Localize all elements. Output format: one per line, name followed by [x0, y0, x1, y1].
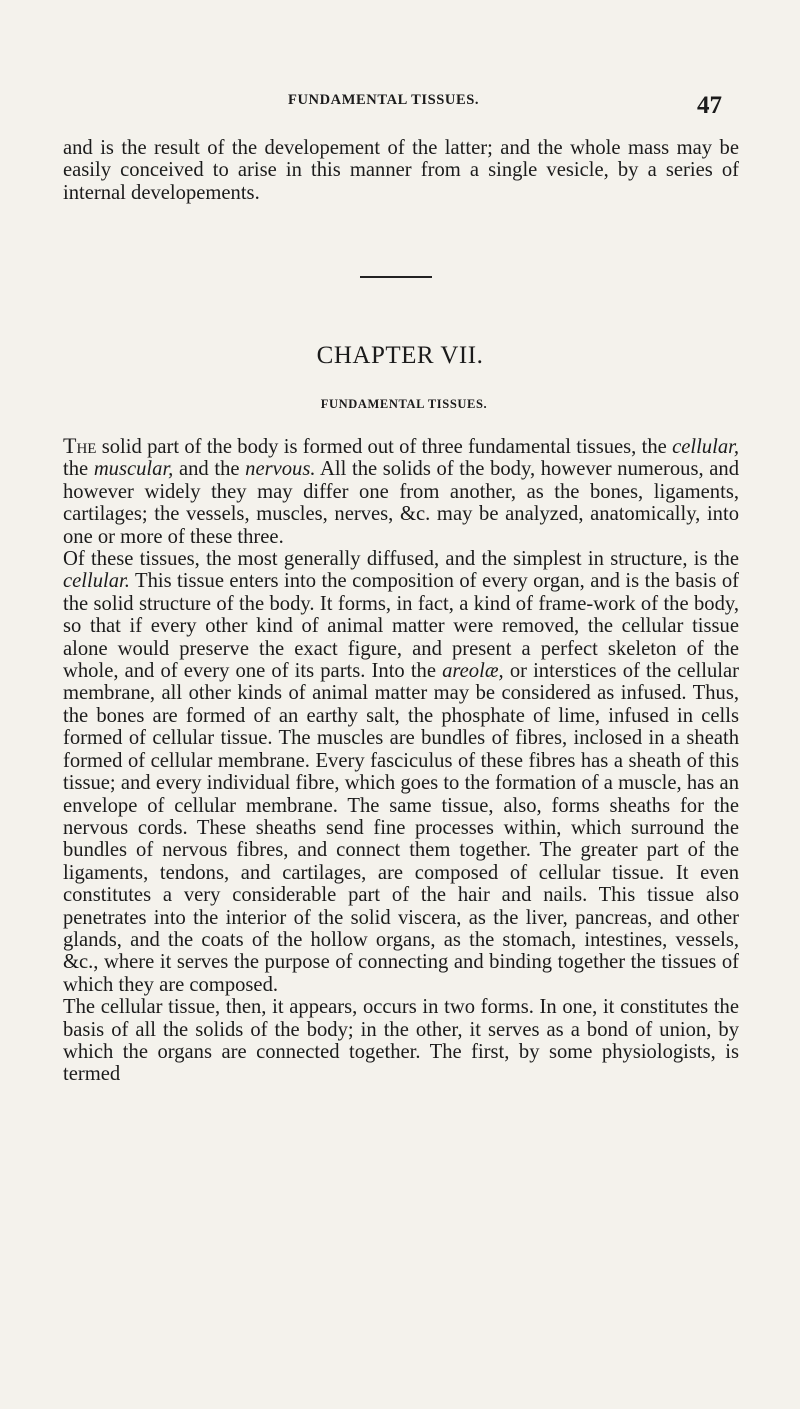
- continuation-paragraph: [63, 137, 739, 204]
- chapter-body: [63, 435, 739, 1086]
- chapter-title: CHAPTER VII.: [316, 342, 484, 369]
- section-divider: [360, 276, 432, 278]
- page-number: 47: [697, 92, 722, 119]
- continuation-text: and is the result of the developement of the latter; and the whole mass may be easily conceived to arise in this manner from a single vesicle, by a series of internal developements.: [63, 137, 739, 204]
- running-head: FUNDAMENTAL TISSUES.: [288, 92, 480, 108]
- term-muscular: muscular,: [93, 458, 174, 481]
- chapter-subtitle: FUNDAMENTAL TISSUES.: [320, 397, 488, 411]
- paragraph-1-text-d: All the solids of the body, however numerous, and however widely they may differ one from another, as the bones, ligaments, cartilages; the vessels, muscles, nerves, &c. may be analyzed, anatomically, into one or more of these three.: [63, 458, 740, 548]
- paragraph-1-text-a: solid part of the body is formed out of three fundamental tissues, the: [96, 436, 673, 458]
- paragraph-2-text-a: Of these tissues, the most generally diffused, and the simplest in structure, is the: [63, 548, 739, 571]
- term-areolae: areolæ,: [442, 660, 504, 683]
- paragraph-1: [63, 435, 739, 548]
- paragraph-2: [63, 548, 739, 996]
- term-cellular: cellular,: [672, 436, 739, 458]
- paragraph-2-text-b: This tissue enters into the composition of every organ, and is the basis of the solid structure of the body. It forms, in fact, a kind of frame-work of the body, so that if every other kind of animal matter were removed, the cellular tissue alone would preserve the exact figure, and present a perfect skeleton of the whole, and of every one of its parts. Into the: [63, 570, 739, 683]
- term-nervous: nervous.: [245, 458, 316, 481]
- paragraph-1-text-c: and the: [173, 458, 246, 481]
- term-cellular-2: cellular.: [63, 570, 130, 593]
- paragraph-1-lead: The: [63, 433, 97, 458]
- paragraph-3: The cellular tissue, then, it appears, occurs in two forms. In one, it constitutes the basis of all the solids of the body; in the other, it serves as a bond of union, by which the organs are connected together. The first, by some physiologists, is termed: [63, 996, 739, 1086]
- paragraph-1-text-b: the: [63, 458, 94, 481]
- paragraph-2-text-c: or interstices of the cellular membrane, all other kinds of animal matter may be considered as infused. Thus, the bones are formed of an earthy salt, the phosphate of lime, infused in cells formed of cellular tissue. The muscles are bundles of fibres, inclosed in a sheath formed of cellular membrane. Every fasciculus of these fibres has a sheath of this tissue; and every individual fibre, which goes to the formation of a muscle, has an envelope of cellular membrane. The same tissue, also, forms sheaths for the nervous cords. These sheaths send fine processes within, which surround the bundles of nervous fibres, and connect them together. The greater part of the ligaments, tendons, and cartilages, are composed of cellular tissue. It even constitutes a very considerable part of the hair and nails. This tissue also penetrates into the interior of the solid viscera, as the liver, pancreas, and other glands, and the coats of the hollow organs, as the stomach, intestines, vessels, &c., where it serves the purpose of connecting and binding together the tissues of which they are composed.: [63, 660, 739, 996]
